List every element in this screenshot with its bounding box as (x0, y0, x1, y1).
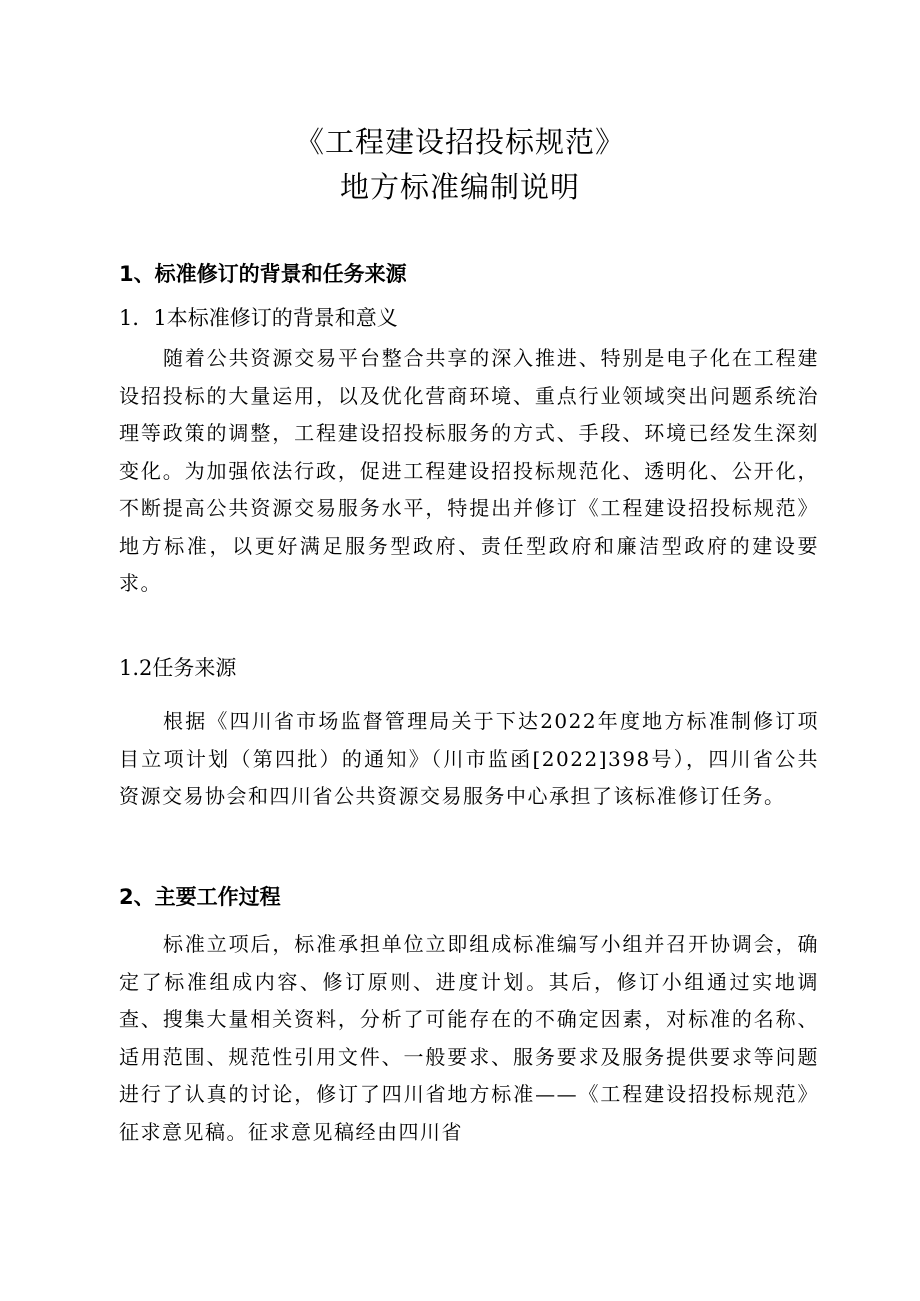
section-1-heading: 1、标准修订的背景和任务来源 (119, 262, 407, 286)
subsection-1-1-heading: 1．1本标准修订的背景和意义 (119, 306, 398, 330)
subsection-1-2-paragraph: 根据《四川省市场监督管理局关于下达2022年度地方标准制修订项目立项计划（第四批）的通知》（川市监函[2022]398号），四川省公共资源交易协会和四川省公共资源交易服务中心承担了该标准修订任务。 (119, 709, 819, 808)
document-title-line-2: 地方标准编制说明 (339, 170, 580, 204)
subsection-1-1-paragraph: 随着公共资源交易平台整合共享的深入推进、特别是电子化在工程建设招投标的大量运用，以及优化营商环境、重点行业领域突出问题系统治理等政策的调整，工程建设招投标服务的方式、手段、环境已经发生深刻变化。为加强依法行政，促进工程建设招投标规范化、透明化、公开化，不断提高公共资源交易服务水平，特提出并修订《工程建设招投标规范》地方标准，以更好满足服务型政府、责任型政府和廉洁型政府的建设要求。 (119, 346, 819, 595)
section-2-heading: 2、主要工作过程 (119, 885, 281, 909)
subsection-1-2-heading: 1.2任务来源 (119, 656, 237, 680)
document-title-line-1: 《工程建设招投标规范》 (294, 125, 625, 159)
section-2-paragraph: 标准立项后，标准承担单位立即组成标准编写小组并召开协调会，确定了标准组成内容、修订原则、进度计划。其后，修订小组通过实地调查、搜集大量相关资料，分析了可能存在的不确定因素，对标准的名称、适用范围、规范性引用文件、一般要求、服务要求及服务提供要求等问题进行了认真的讨论，修订了四川省地方标准——《工程建设招投标规范》征求意见稿。征求意见稿经由四川省 (119, 932, 819, 1144)
